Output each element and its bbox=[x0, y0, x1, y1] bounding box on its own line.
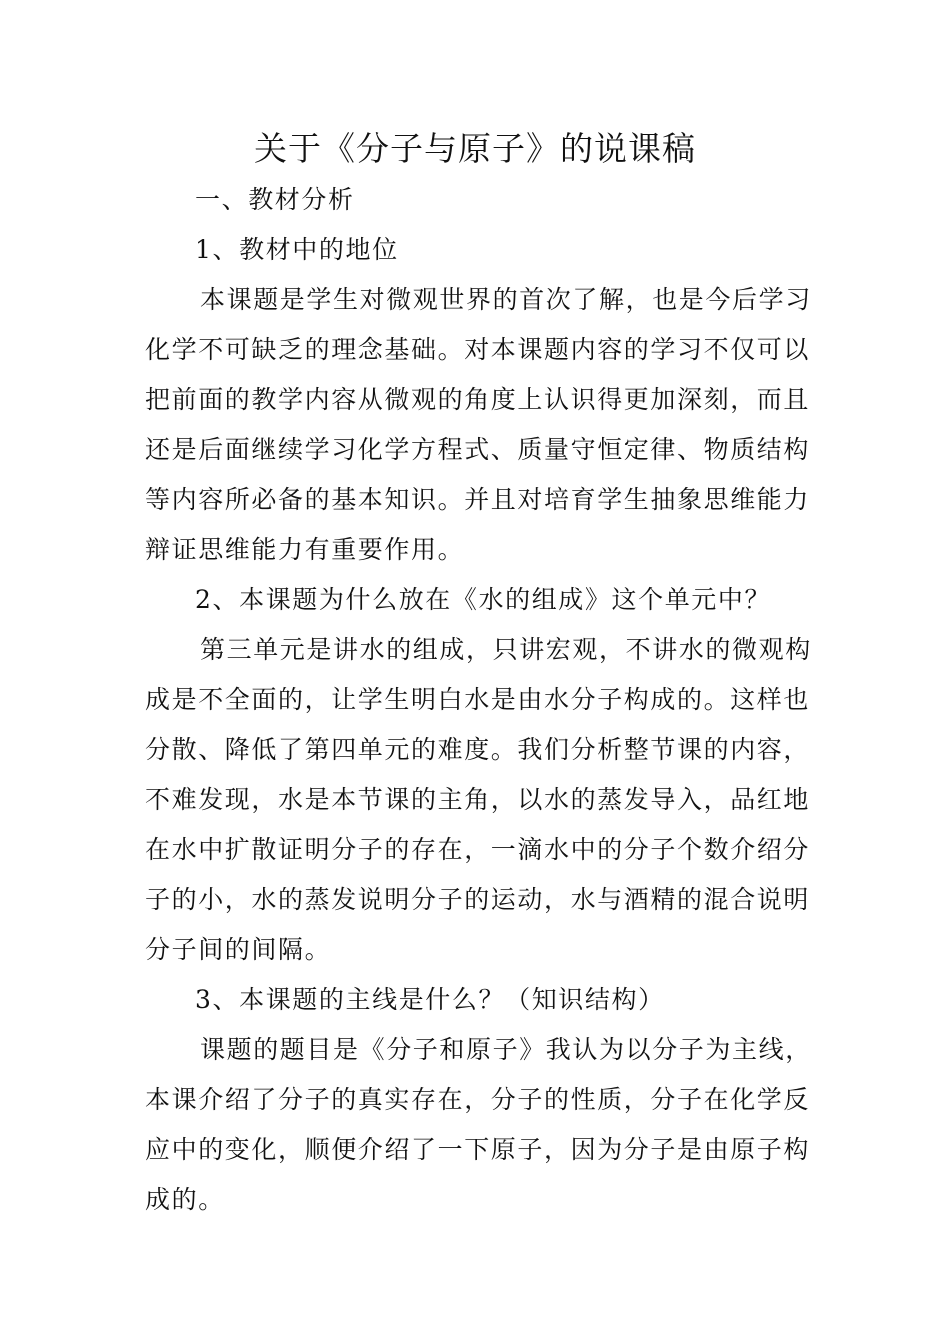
paragraph-line: 不难发现，水是本节课的主角，以水的蒸发导入，品红地 bbox=[145, 785, 811, 814]
paragraph-line: 还是后面继续学习化学方程式、质量守恒定律、物质结构 bbox=[145, 435, 811, 464]
subheading-main-thread: 3、本课题的主线是什么？（知识结构） bbox=[195, 985, 665, 1014]
paragraph-line: 子的小，水的蒸发说明分子的运动，水与酒精的混合说明 bbox=[145, 885, 811, 914]
paragraph-line: 分散、降低了第四单元的难度。我们分析整节课的内容， bbox=[145, 735, 811, 764]
paragraph-line: 成是不全面的，让学生明白水是由水分子构成的。这样也 bbox=[145, 685, 811, 714]
subheading-why-in-water-unit: 2、本课题为什么放在《水的组成》这个单元中？ bbox=[195, 585, 772, 614]
paragraph-line: 应中的变化，顺便介绍了一下原子，因为分子是由原子构 bbox=[145, 1135, 811, 1164]
paragraph-line: 课题的题目是《分子和原子》我认为以分子为主线， bbox=[200, 1035, 812, 1064]
paragraph-line: 分子间的间隔。 bbox=[145, 935, 332, 964]
paragraph-line: 成的。 bbox=[145, 1185, 225, 1214]
paragraph-line: 等内容所必备的基本知识。并且对培育学生抽象思维能力 bbox=[145, 485, 811, 514]
paragraph-line: 本课介绍了分子的真实存在，分子的性质，分子在化学反 bbox=[145, 1085, 811, 1114]
paragraph-line: 本课题是学生对微观世界的首次了解，也是今后学习 bbox=[200, 285, 812, 314]
section-heading-textbook-analysis: 一、教材分析 bbox=[195, 185, 355, 214]
paragraph-line: 在水中扩散证明分子的存在，一滴水中的分子个数介绍分 bbox=[145, 835, 811, 864]
paragraph-line: 把前面的教学内容从微观的角度上认识得更加深刻，而且 bbox=[145, 385, 811, 414]
paragraph-line: 第三单元是讲水的组成，只讲宏观，不讲水的微观构 bbox=[200, 635, 812, 664]
paragraph-line: 辩证思维能力有重要作用。 bbox=[145, 535, 465, 564]
document-title: 关于《分子与原子》的说课稿 bbox=[254, 129, 696, 168]
paragraph-line: 化学不可缺乏的理念基础。对本课题内容的学习不仅可以 bbox=[145, 335, 811, 364]
subheading-position-in-textbook: 1、教材中的地位 bbox=[195, 235, 399, 264]
